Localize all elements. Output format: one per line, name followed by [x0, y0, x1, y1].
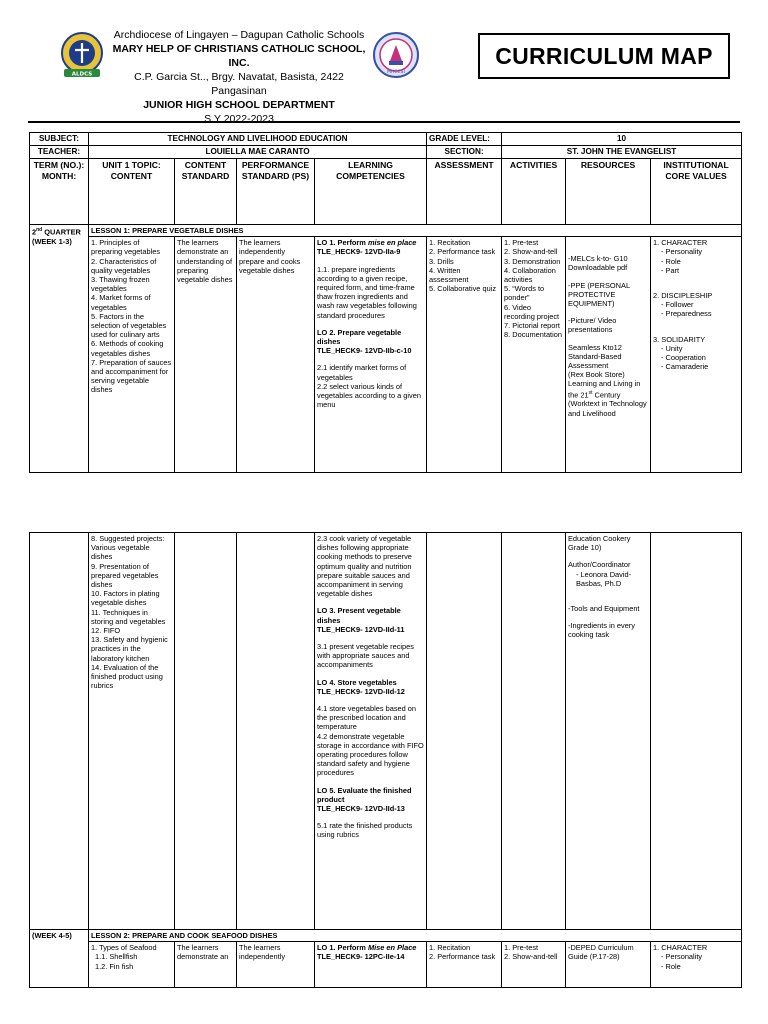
list-item: 13. Safety and hygienic practices in the laboratory kitchen [91, 635, 168, 663]
lesson-2-content-standard: The learners demonstrate an [175, 942, 237, 988]
list-item: 2. Performance task [429, 952, 496, 962]
content-standard-continued [175, 533, 237, 930]
list-item: 10. Factors in plating vegetable dishes [91, 589, 160, 608]
lesson-2-activities [502, 942, 566, 988]
term-cell: 2nd QUARTER (WEEK 1-3) [30, 225, 89, 473]
archdiocese-name: Archdiocese of Lingayen – Dagupan Catholic Schools [113, 29, 365, 41]
lesson-2-title: LESSON 2: PREPARE AND COOK SEAFOOD DISHES [89, 930, 742, 942]
col-activities: ACTIVITIES [502, 159, 566, 225]
term-cell-lesson-2: (WEEK 4-5) [30, 930, 89, 988]
teacher-label: TEACHER: [30, 146, 89, 159]
grade-level-label: GRADE LEVEL: [427, 133, 502, 146]
list-item: 2. Characteristics of quality vegetables [91, 256, 157, 275]
col-assessment: ASSESSMENT [427, 159, 502, 225]
subject-value: TECHNOLOGY AND LIVELIHOOD EDUCATION [89, 133, 427, 146]
document-header [0, 0, 768, 124]
list-item: 1. Recitation [429, 238, 471, 248]
performance-standard-continued [237, 533, 315, 930]
core-values-continued [651, 533, 742, 930]
curriculum-table-page-2 [29, 532, 742, 988]
list-item: 1. Pre-test [504, 943, 539, 953]
list-item: 2. Performance task [429, 247, 496, 257]
list-item: 1. Types of Seafood [91, 943, 157, 953]
list-item: 6. Methods of cooking vegetables dishes [91, 339, 164, 358]
grade-level-value: 10 [502, 133, 742, 146]
topic-list [89, 237, 175, 473]
list-item: 4. Written assessment [429, 265, 469, 285]
list-item: 7. Preparation of sauces and accompaniment for serving vegetable dishes [91, 357, 172, 395]
list-item: 1. Principles of preparing vegetables [91, 238, 161, 257]
competencies-cell: LO 1. Perform mise en place TLE_HECK9- 12VD-IIa-9 1.1. prepare ingredients according to a given recipe, required form, and time-frame thaw frozen ingredients and wash raw vegetables following standard procedures LO 2. Prepare vegetable dishes TLE_HECK9- 12VD-IIb-c-10 2.1 identify market forms of vegetables 2.2 select various kinds of vegetables according to a given menu [315, 237, 427, 473]
department-name: JUNIOR HIGH SCHOOL DEPARTMENT [143, 99, 335, 111]
competencies-continued: 2.3 cook variety of vegetable dishes following appropriate cooking methods to preserve optimum quality and nutrition prepare suitable sauces and accompaniment in serving vegetable dishes LO 3. Present vegetable dishes TLE_HECK9- 12VD-IId-11 3.1 present vegetable recipes with appropriate sauces and accompaniments LO 4. Store vegetables TLE_HECK9- 12VD-IId-12 4.1 store vegetables based on the prescribed location and temperature 4.2 demonstrate vegetable storage in accordance with FIFO operating procedures follow standard safety and hygiene procedures LO 5. Evaluate the finished product TLE_HECK9- 12VD-IId-13 5.1 rate the finished products using rubrics [315, 533, 427, 930]
section-label: SECTION: [427, 146, 502, 159]
list-item: 2. Show-and-tell [504, 247, 558, 257]
assessment-continued [427, 533, 502, 930]
resources-cell: -MELCs k-to- G10 Downloadable pdf -PPE (PERSONAL PROTECTIVE EQUIPMENT) -Picture/ Video presentations Seamless Kto12 Standard-Based Assessment (Rex Book Store) Learning and Living in the 21st Century (Worktext in Technology and Livelihood [566, 237, 651, 473]
list-item: 6. Video recording project [504, 302, 560, 321]
teacher-value: LOUIELLA MAE CARANTO [89, 146, 427, 159]
col-term: TERM (NO.): MONTH: [30, 159, 89, 225]
lesson-2-resources: -DEPED Curriculum Guide (P.17-28) [566, 942, 651, 988]
list-item: 5. “Words to ponder” [504, 284, 545, 303]
section-value: ST. JOHN THE EVANGELIST [502, 146, 742, 159]
content-standard-cell: The learners demonstrate an understanding of preparing vegetable dishes [175, 237, 237, 473]
lesson-2-assessment [427, 942, 502, 988]
list-item: 8. Documentation [504, 330, 562, 340]
resources-continued: Education Cookery Grade 10) Author/Coordinator - Leonora David-Basbas, Ph.D -Tools and Equipment -Ingredients in every cooking task [566, 533, 651, 930]
list-item: 8. Suggested projects: Various vegetable dishes [91, 534, 165, 562]
svg-text:MHCCSI: MHCCSI [387, 70, 405, 75]
list-item: 1. Pre-test [504, 238, 539, 248]
col-learning-competencies: LEARNING COMPETENCIES [315, 159, 427, 225]
list-item: 1. Recitation [429, 943, 471, 953]
list-item: 14. Evaluation of the finished product using rubrics [91, 662, 163, 691]
lesson-2-performance-standard: The learners independently [237, 942, 315, 988]
list-item: 9. Presentation of prepared vegetables dishes [91, 561, 159, 590]
list-item: 5. Factors in the selection of vegetables used for culinary arts [91, 311, 167, 340]
list-item: 11. Techniques in storing and vegetables [91, 607, 166, 626]
lesson-2-topic-list [89, 942, 175, 988]
curriculum-map-title: CURRICULUM MAP [478, 33, 730, 79]
school-address: C.P. Garcia St.., Brgy. Navatat, Basista, 2422 Pangasinan [134, 71, 344, 97]
lesson-1-title: LESSON 1: PREPARE VEGETABLE DISHES [89, 225, 742, 237]
list-item: 3. Drills [429, 256, 454, 266]
header-divider [28, 121, 740, 123]
list-item: 4. Collaboration activities [504, 265, 556, 285]
school-seal-icon [372, 31, 420, 79]
topic-list-continued [89, 533, 175, 930]
curriculum-table-page-1 [29, 132, 742, 473]
lesson-2-competencies: LO 1. Perform Mise en Place TLE_HECK9- 12PC-IIe-14 [315, 942, 427, 988]
archdiocese-logo-icon [58, 31, 106, 79]
list-item: 5. Collaborative quiz [429, 284, 497, 294]
col-topic: UNIT 1 TOPIC: CONTENT [89, 159, 175, 225]
list-item: 7. Pictorial report [504, 321, 560, 331]
school-name: MARY HELP OF CHRISTIANS CATHOLIC SCHOOL, INC. [112, 43, 366, 69]
school-info [108, 28, 370, 126]
subject-label: SUBJECT: [30, 133, 89, 146]
list-item: 3. Demonstration [504, 256, 561, 266]
list-item: 2. Show-and-tell [504, 952, 558, 962]
activities-cell [502, 237, 566, 473]
term-cell-continued [30, 533, 89, 930]
col-core-values: INSTITUTIONAL CORE VALUES [651, 159, 742, 225]
assessment-cell [427, 237, 502, 473]
list-item: 1.1. Shellfish [95, 952, 138, 962]
col-content-standard: CONTENT STANDARD [175, 159, 237, 225]
svg-text:ALDCS: ALDCS [71, 71, 93, 78]
core-values-cell: 1. CHARACTER - Personality - Role - Part 2. DISCIPLESHIP - Follower - Preparedness 3. SOLIDARITY - Unity - Cooperation - Camaraderie [651, 237, 742, 473]
performance-standard-cell: The learners independently prepare and cooks vegetable dishes [237, 237, 315, 473]
list-item: 12. FIFO [91, 626, 121, 636]
list-item: 3. Thawing frozen vegetables [91, 275, 150, 294]
col-resources: RESOURCES [566, 159, 651, 225]
col-performance-standard: PERFORMANCE STANDARD (PS) [237, 159, 315, 225]
list-item: 1.2. Fin fish [95, 961, 134, 971]
lesson-2-core-values: 1. CHARACTER - Personality - Role [651, 942, 742, 988]
school-year: S.Y 2022-2023 [204, 113, 274, 125]
list-item: 4. Market forms of vegetables [91, 293, 151, 312]
activities-continued [502, 533, 566, 930]
